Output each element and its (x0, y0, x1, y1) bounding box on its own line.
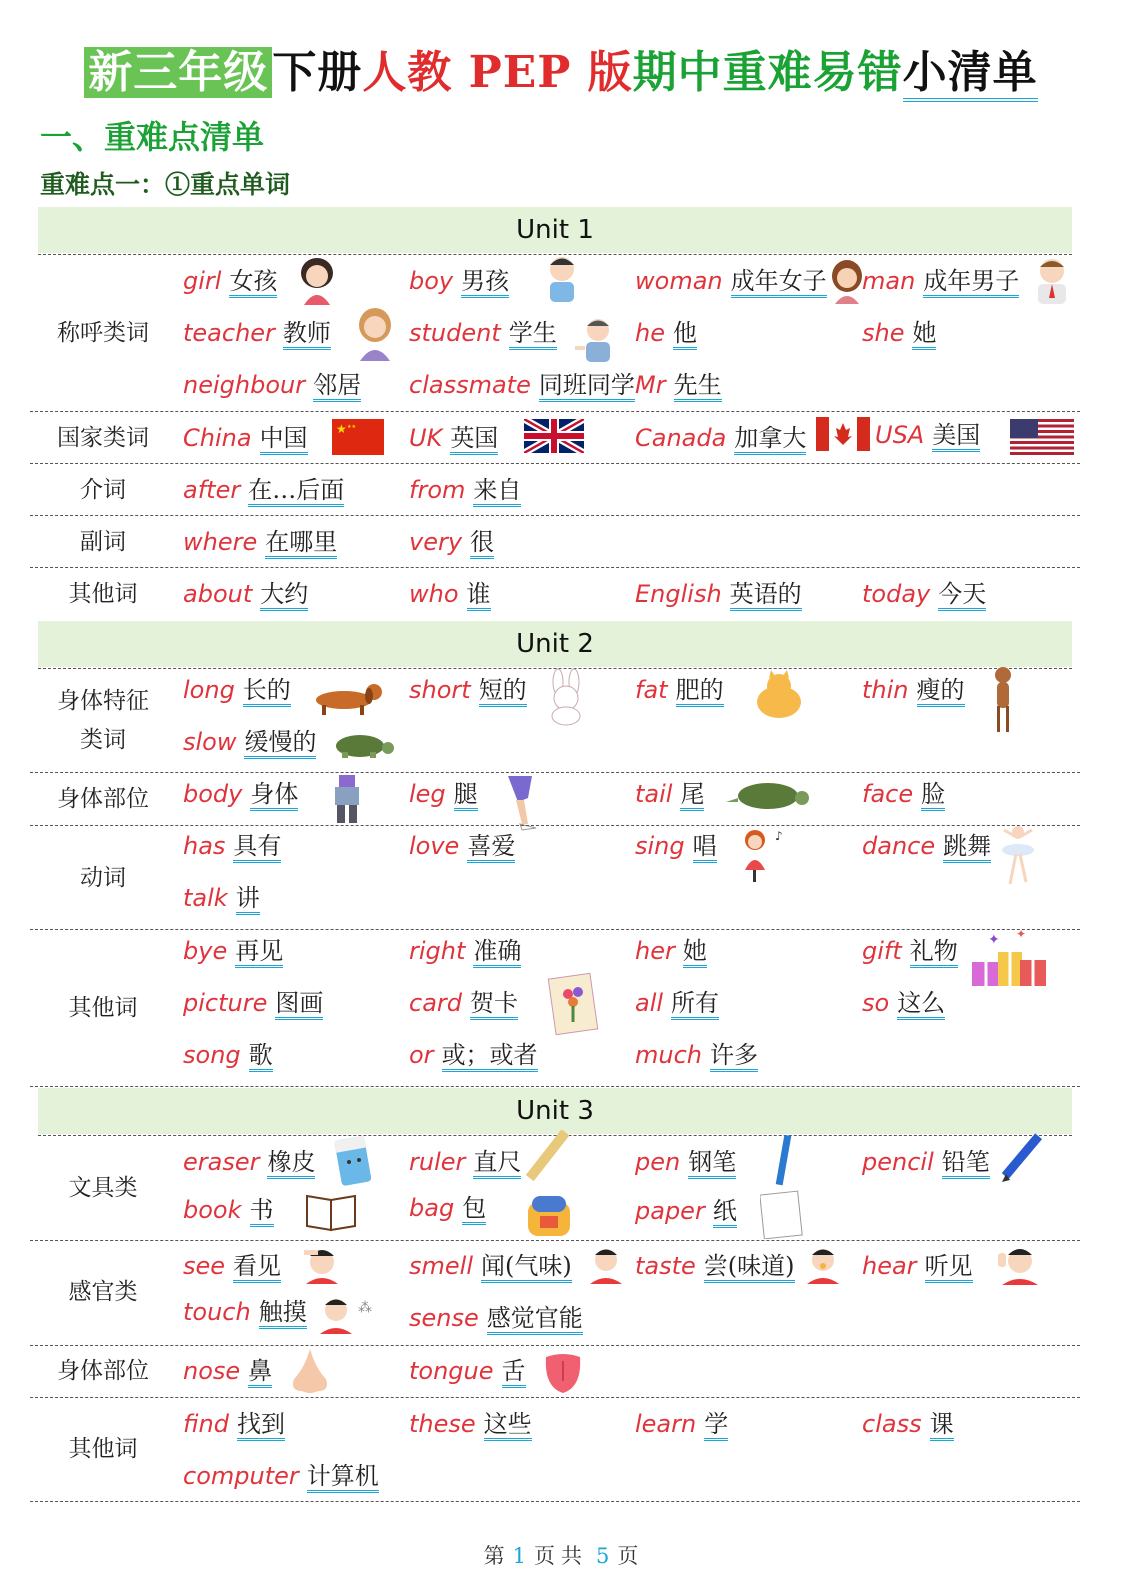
page-title (0, 36, 1122, 100)
teacher-illustration-icon (352, 305, 398, 361)
svg-text:★: ★ (336, 422, 347, 436)
word-girl: girl 女孩 (183, 266, 277, 296)
book-icon (304, 1190, 358, 1232)
category-label: 类词 (80, 727, 126, 753)
word-all: all 所有 (635, 988, 719, 1018)
divider (30, 1345, 1080, 1346)
turtle-tail-icon (722, 776, 814, 816)
svg-text:⁂: ⁂ (358, 1300, 372, 1316)
word-classmate: classmate 同班同学 (409, 370, 635, 400)
svg-text:★★: ★★ (347, 424, 356, 430)
word-after: after 在…后面 (183, 475, 344, 505)
gift-boxes-icon (968, 924, 1052, 992)
word-paper: paper 纸 (635, 1196, 737, 1226)
word-pen: pen 钢笔 (635, 1147, 736, 1177)
uk-flag-icon (524, 419, 584, 453)
divider (30, 411, 1080, 412)
word-or: or 或；或者 (409, 1040, 538, 1070)
category-label: 文具类 (68, 1175, 138, 1201)
word-long: long 长的 (183, 675, 291, 705)
word-very: very 很 (409, 527, 494, 557)
word-ruler: ruler 直尺 (409, 1147, 521, 1177)
svg-text:✦: ✦ (1016, 927, 1027, 941)
boy-smelling-icon (586, 1244, 626, 1284)
word-tongue: tongue 舌 (409, 1356, 526, 1386)
word-body: body 身体 (183, 779, 298, 809)
word-canada: Canada 加拿大 (635, 423, 806, 453)
boy-touching-icon (318, 1294, 378, 1334)
word-dance: dance 跳舞 (862, 831, 991, 861)
pencil-icon (996, 1132, 1046, 1188)
word-class: class 课 (862, 1409, 954, 1439)
word-about: about 大约 (183, 579, 308, 609)
word-right: right 准确 (409, 936, 521, 966)
word-eraser: eraser 橡皮 (183, 1147, 315, 1177)
category-label: 其他词 (68, 995, 138, 1021)
singing-girl-icon (735, 826, 795, 884)
word-hear: hear 听见 (862, 1251, 973, 1281)
word-book: book 书 (183, 1195, 274, 1225)
word-usa: USA 美国 (875, 420, 980, 450)
divider (30, 772, 1080, 773)
word-slow: slow 缓慢的 (183, 727, 316, 757)
current-page-number: 1 (512, 1544, 526, 1568)
title-part-grade: 新三年级 (84, 47, 272, 98)
boy-seeing-icon (300, 1244, 344, 1284)
word-fat: fat 肥的 (635, 675, 724, 705)
word-see: see 看见 (183, 1251, 281, 1281)
category-label: 其他词 (68, 1436, 138, 1462)
unit-1-header: Unit 1 (38, 207, 1072, 253)
word-english: English 英语的 (635, 579, 802, 609)
body-figure-icon (325, 773, 369, 825)
word-boy: boy 男孩 (409, 266, 509, 296)
word-sense: sense 感觉官能 (409, 1303, 583, 1333)
word-taste: taste 尝(味道) (635, 1251, 795, 1281)
word-teacher: teacher 教师 (183, 318, 331, 348)
word-who: who 谁 (409, 579, 491, 609)
dachshund-icon (306, 672, 386, 718)
category-label: 动词 (80, 865, 126, 891)
divider (30, 1397, 1080, 1398)
word-her: her 她 (635, 936, 707, 966)
category-label: 身体部位 (57, 1358, 149, 1384)
word-tail: tail 尾 (635, 779, 704, 809)
word-so: so 这么 (862, 988, 945, 1018)
category-label: 国家类词 (57, 425, 149, 451)
divider (30, 515, 1080, 516)
title-part-list: 小清单 (903, 47, 1038, 102)
student-illustration-icon (572, 313, 616, 363)
greeting-card-icon (546, 972, 600, 1036)
category-label: 感官类 (68, 1279, 138, 1305)
category-label: 身体部位 (57, 786, 149, 812)
word-neighbour: neighbour 邻居 (183, 370, 361, 400)
boy-hearing-icon (994, 1243, 1042, 1285)
word-smell: smell 闻(气味) (409, 1251, 572, 1281)
category-label: 其他词 (68, 581, 138, 607)
title-part-edition: 人教 PEP 版 (362, 47, 633, 98)
nose-icon (286, 1347, 334, 1397)
svg-text:♪: ♪ (775, 829, 783, 843)
word-bye: bye 再见 (183, 936, 283, 966)
word-gift: gift 礼物 (862, 936, 958, 966)
word-uk: UK 英国 (409, 423, 498, 453)
word-nose: nose 鼻 (183, 1356, 272, 1386)
word-student: student 学生 (409, 318, 557, 348)
page-footer: 第 1 页 共 5 页 (483, 1544, 639, 1568)
word-mr: Mr 先生 (635, 370, 722, 400)
section-heading: 一、重难点清单 (40, 118, 265, 156)
word-short: short 短的 (409, 675, 527, 705)
man-illustration-icon (1030, 253, 1074, 305)
word-learn: learn 学 (635, 1409, 728, 1439)
word-china: China 中国 (183, 423, 308, 453)
china-flag-icon (332, 419, 384, 455)
word-computer: computer 计算机 (183, 1461, 379, 1491)
divider (30, 825, 1080, 826)
ruler-icon (522, 1130, 570, 1182)
divider (30, 463, 1080, 464)
word-thin: thin 瘦的 (862, 675, 965, 705)
word-has: has 具有 (183, 831, 281, 861)
divider (30, 929, 1080, 930)
word-pencil: pencil 铅笔 (862, 1147, 990, 1177)
word-woman: woman 成年女子 (635, 266, 827, 296)
word-these: these 这些 (409, 1409, 532, 1439)
boy-tasting-icon (805, 1244, 841, 1284)
word-find: find 找到 (183, 1409, 285, 1439)
category-label: 副词 (80, 529, 126, 555)
word-he: he 他 (635, 318, 697, 348)
word-where: where 在哪里 (183, 527, 337, 557)
divider (30, 1086, 1080, 1087)
word-picture: picture 图画 (183, 988, 323, 1018)
category-label: 称呼类词 (57, 320, 149, 346)
word-song: song 歌 (183, 1040, 273, 1070)
unit-3-header: Unit 3 (38, 1088, 1072, 1134)
word-talk: talk 讲 (183, 883, 260, 913)
word-today: today 今天 (862, 579, 986, 609)
thin-dog-icon (985, 664, 1021, 734)
svg-text:✦: ✦ (988, 932, 1000, 948)
boy-illustration-icon (540, 252, 584, 304)
canada-flag-icon (816, 417, 870, 451)
section-subheading: 重难点一：①重点单词 (40, 170, 291, 199)
turtle-icon (328, 728, 398, 760)
word-touch: touch 触摸 (183, 1297, 307, 1327)
divider (30, 1501, 1080, 1502)
total-page-number: 5 (596, 1544, 610, 1568)
divider (30, 1240, 1080, 1241)
title-part-topic: 期中重难易错 (632, 47, 903, 98)
word-much: much 许多 (635, 1040, 758, 1070)
category-label: 身体特征 (57, 688, 149, 714)
pen-and-paper-icon (760, 1133, 810, 1239)
category-label: 介词 (80, 477, 126, 503)
eraser-icon (330, 1132, 376, 1190)
word-man: man 成年男子 (862, 266, 1019, 296)
unit-2-header: Unit 2 (38, 621, 1072, 667)
girl-illustration-icon (296, 255, 338, 305)
fat-cat-icon (752, 668, 806, 720)
divider (30, 567, 1080, 568)
word-love: love 喜爱 (409, 831, 515, 861)
word-she: she 她 (862, 318, 936, 348)
word-from: from 来自 (409, 475, 521, 505)
title-part-volume: 下册 (272, 47, 363, 98)
schoolbag-icon (522, 1190, 576, 1238)
word-sing: sing 唱 (635, 831, 717, 861)
word-leg: leg 腿 (409, 779, 478, 809)
usa-flag-icon (1010, 419, 1074, 455)
ballerina-icon (998, 824, 1038, 886)
word-card: card 贺卡 (409, 988, 518, 1018)
tongue-icon (540, 1351, 586, 1397)
word-bag: bag 包 (409, 1193, 486, 1223)
word-face: face 脸 (862, 779, 945, 809)
woman-illustration-icon (829, 258, 865, 304)
rabbit-icon (542, 668, 590, 726)
